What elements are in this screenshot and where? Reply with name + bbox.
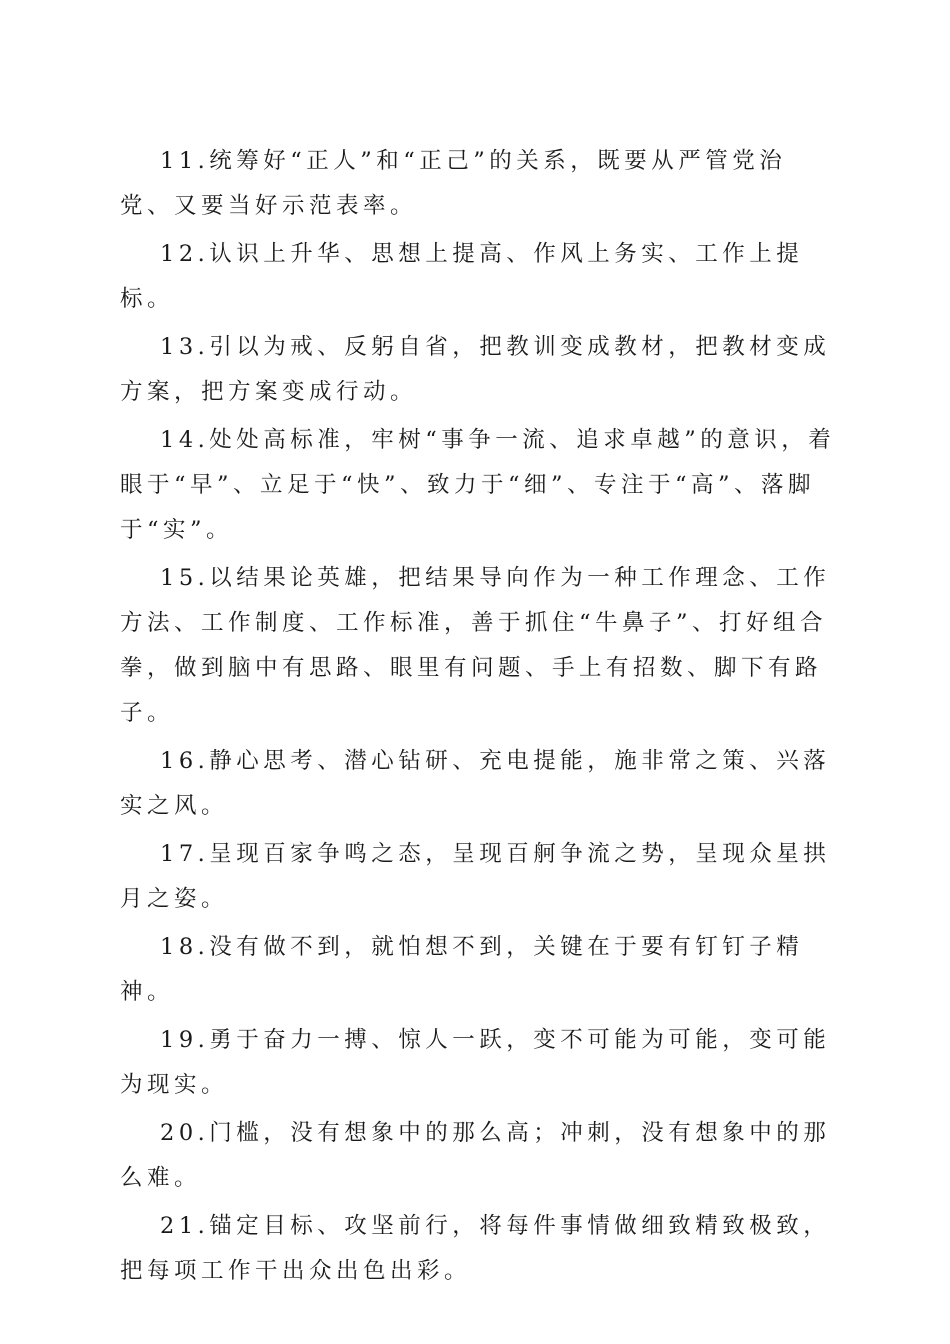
paragraph-14: 14.处处高标准，牢树“事争一流、追求卓越”的意识，着眼于“早”、立足于“快”、致力于“细”、专注于“高”、落脚于“实”。 [120,427,836,543]
document-body [120,139,836,1297]
paragraph-15: 15.以结果论英雄，把结果导向作为一种工作理念、工作方法、工作制度、工作标准，善于抓住“牛鼻子”、打好组合拳，做到脑中有思路、眼里有问题、手上有招数、脚下有路子。 [120,565,831,726]
paragraph-17: 17.呈现百家争鸣之态，呈现百舸争流之势，呈现众星拱月之姿。 [120,841,831,912]
paragraph-18: 18.没有做不到，就怕想不到，关键在于要有钉钉子精神。 [120,934,804,1005]
paragraph-20: 20.门槛，没有想象中的那么高；冲刺，没有想象中的那么难。 [120,1120,831,1191]
paragraph-13: 13.引以为戒、反躬自省，把教训变成教材，把教材变成方案，把方案变成行动。 [120,334,831,405]
paragraph-12: 12.认识上升华、思想上提高、作风上务实、工作上提标。 [120,241,804,312]
paragraph-19: 19.勇于奋力一搏、惊人一跃，变不可能为可能，变可能为现实。 [120,1027,831,1098]
paragraph-16: 16.静心思考、潜心钻研、充电提能，施非常之策、兴落实之风。 [120,748,831,819]
paragraph-11: 11.统筹好“正人”和“正己”的关系，既要从严管党治党、又要当好示范表率。 [120,148,787,219]
paragraph-21: 21.锚定目标、攻坚前行，将每件事情做细致精致极致，把每项工作干出众出色出彩。 [120,1213,831,1284]
